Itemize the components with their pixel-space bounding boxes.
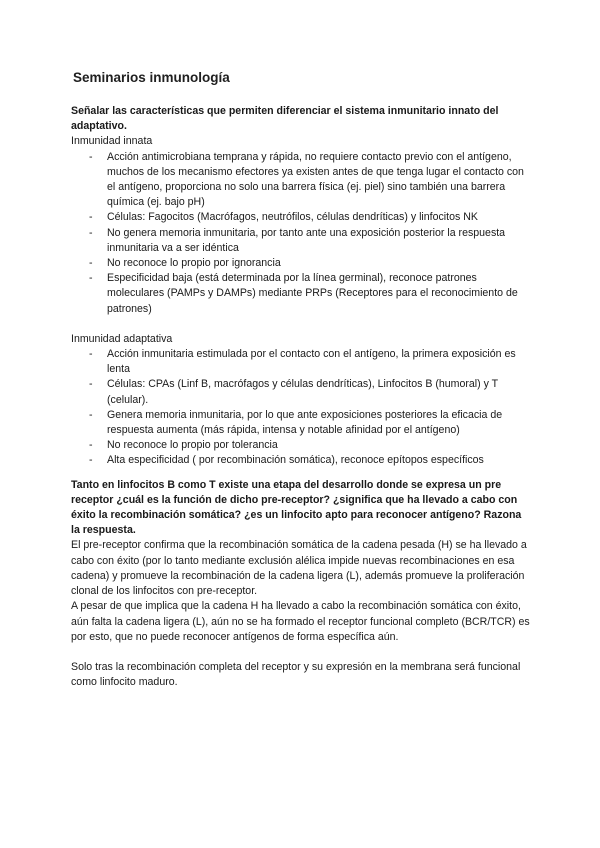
document-body [71, 104, 531, 690]
list-item: - Especificidad baja (está determinada por la línea germinal), reconoce patrones moleculares (PAMPs y DAMPs) mediante PRPs (Receptores para el reconocimiento de patrones) [107, 271, 531, 317]
list-item: - No reconoce lo propio por ignorancia [107, 256, 531, 271]
list-item: - No reconoce lo propio por tolerancia [107, 438, 531, 453]
list-item: - Alta especificidad ( por recombinación somática), reconoce epítopos específicos [107, 453, 531, 468]
adaptive-list [71, 347, 531, 469]
question-1: Señalar las características que permiten diferenciar el sistema inmunitario innato del adaptativo. [71, 105, 499, 133]
spacer [71, 317, 531, 332]
list-item: - Acción inmunitaria estimulada por el contacto con el antígeno, la primera exposición es lenta [107, 347, 531, 377]
list-item: - Genera memoria inmunitaria, por lo que ante exposiciones posteriores la eficacia de respuesta aumenta (más rápida, intensa y notable afinidad por el antígeno) [107, 408, 531, 438]
document-title: Seminarios inmunología [73, 70, 230, 85]
answer-paragraph-1: El pre-receptor confirma que la recombinación somática de la cadena pesada (H) se ha llevado a cabo con éxito (por lo tanto mediante exclusión alélica impide nuevas recombinaciones en esa cadena) y promueve la recombinación de la cadena ligera (L), además promueve la proliferación clonal de los linfocitos con pre-receptor. [71, 539, 527, 598]
question-2: Tanto en linfocitos B como T existe una etapa del desarrollo donde se expresa un pre receptor ¿cuál es la función de dicho pre-receptor? ¿significa que ha llevado a cabo con éxito la recombinación somática? ¿es un linfocito apto para reconocer antígeno? Razona la respuesta. [71, 478, 522, 537]
list-item: - No genera memoria inmunitaria, por tanto ante una exposición posterior la respuesta inmunitaria va a ser idéntica [107, 226, 531, 256]
answer-paragraph-2: A pesar de que implica que la cadena H ha llevado a cabo la recombinación somática con éxito, aún falta la cadena ligera (L), aún no se ha formado el receptor funcional completo (BCR/TCR) es por esto, que no puede reconocer antígenos de forma específica aún. [71, 600, 530, 643]
adaptive-heading: Inmunidad adaptativa [71, 332, 173, 345]
spacer [71, 469, 531, 478]
innate-heading: Inmunidad innata [71, 135, 153, 148]
answer-paragraph-3: Solo tras la recombinación completa del receptor y su expresión en la membrana será funcional como linfocito maduro. [71, 660, 521, 689]
list-item: - Células: Fagocitos (Macrófagos, neutrófilos, células dendríticas) y linfocitos NK [107, 210, 531, 225]
list-item: - Células: CPAs (Linf B, macrófagos y células dendríticas), Linfocitos B (humoral) y T (celular). [107, 377, 531, 407]
innate-list [71, 150, 531, 317]
spacer [71, 645, 531, 660]
list-item: - Acción antimicrobiana temprana y rápida, no requiere contacto previo con el antígeno, muchos de los mecanismo efectores ya existen antes de que tenga lugar el contacto con el antígeno, proporciona no solo una barrera física (ej. piel) sino también una barrera química (ej. bajo pH) [107, 150, 531, 211]
